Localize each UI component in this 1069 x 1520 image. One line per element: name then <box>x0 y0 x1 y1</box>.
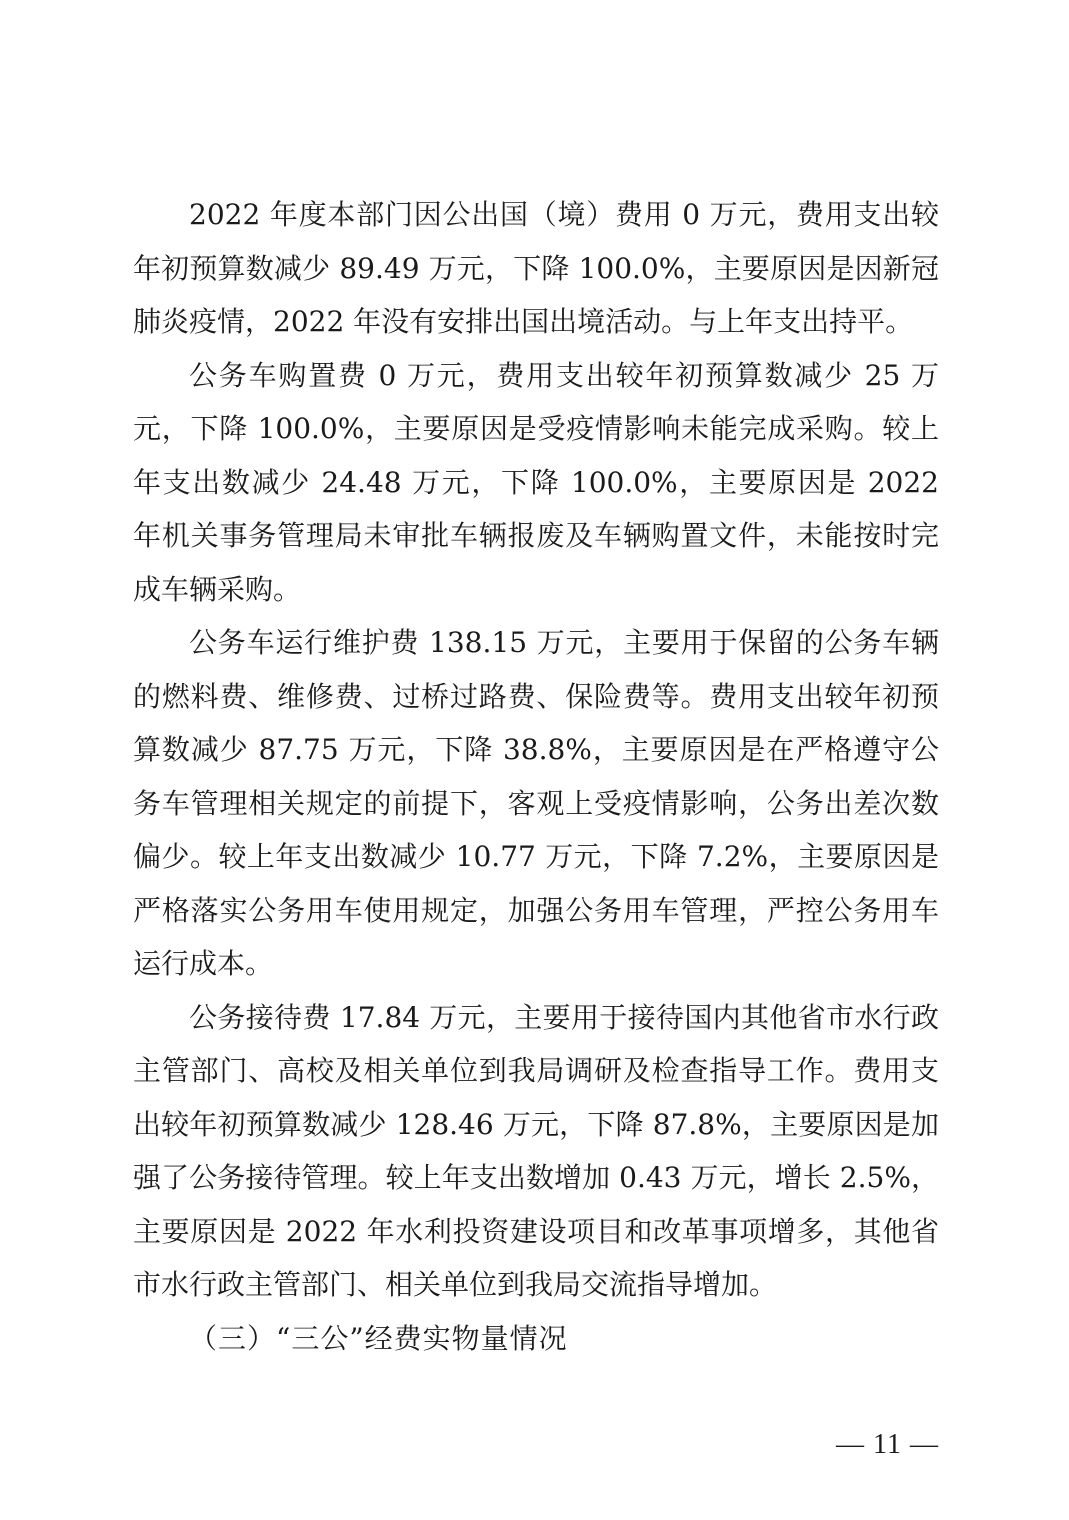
paragraph-overseas-travel: 2022 年度本部门因公出国（境）费用 0 万元，费用支出较年初预算数减少 89.49 万元，下降 100.0%，主要原因是因新冠肺炎疫情，2022 年没有安排出国出境活动。与上年支出持平。 <box>133 198 939 338</box>
paragraph-vehicle-operation: 公务车运行维护费 138.15 万元，主要用于保留的公务车辆的燃料费、维修费、过桥过路费、保险费等。费用支出较年初预算数减少 87.75 万元，下降 38.8%，主要原因是在严格遵守公务车管理相关规定的前提下，客观上受疫情影响，公务出差次数偏少。较上年支出数减少 10.77 万元，下降 7.2%，主要原因是严格落实公务用车使用规定，加强公务用车管理，严控公务用车运行成本。 <box>133 626 939 980</box>
document-body <box>133 188 939 1365</box>
paragraph-official-reception: 公务接待费 17.84 万元，主要用于接待国内其他省市水行政主管部门、高校及相关单位到我局调研及检查指导工作。费用支出较年初预算数减少 128.46 万元，下降 87.8%，主要原因是加强了公务接待管理。较上年支出数增加 0.43 万元，增长 2.5%，主要原因是 2022 年水利投资建设项目和改革事项增多，其他省市水行政主管部门、相关单位到我局交流指导增加。 <box>133 1000 939 1301</box>
section-heading: （三）“三公”经费实物量情况 <box>189 1321 568 1355</box>
page-number: — 11 — <box>836 1429 939 1460</box>
paragraph-vehicle-purchase: 公务车购置费 0 万元，费用支出较年初预算数减少 25 万元，下降 100.0%，主要原因是受疫情影响未能完成采购。较上年支出数减少 24.48 万元，下降 100.0%，主要原因是 2022 年机关事务管理局未审批车辆报废及车辆购置文件，未能按时完成车辆采购。 <box>133 358 939 606</box>
